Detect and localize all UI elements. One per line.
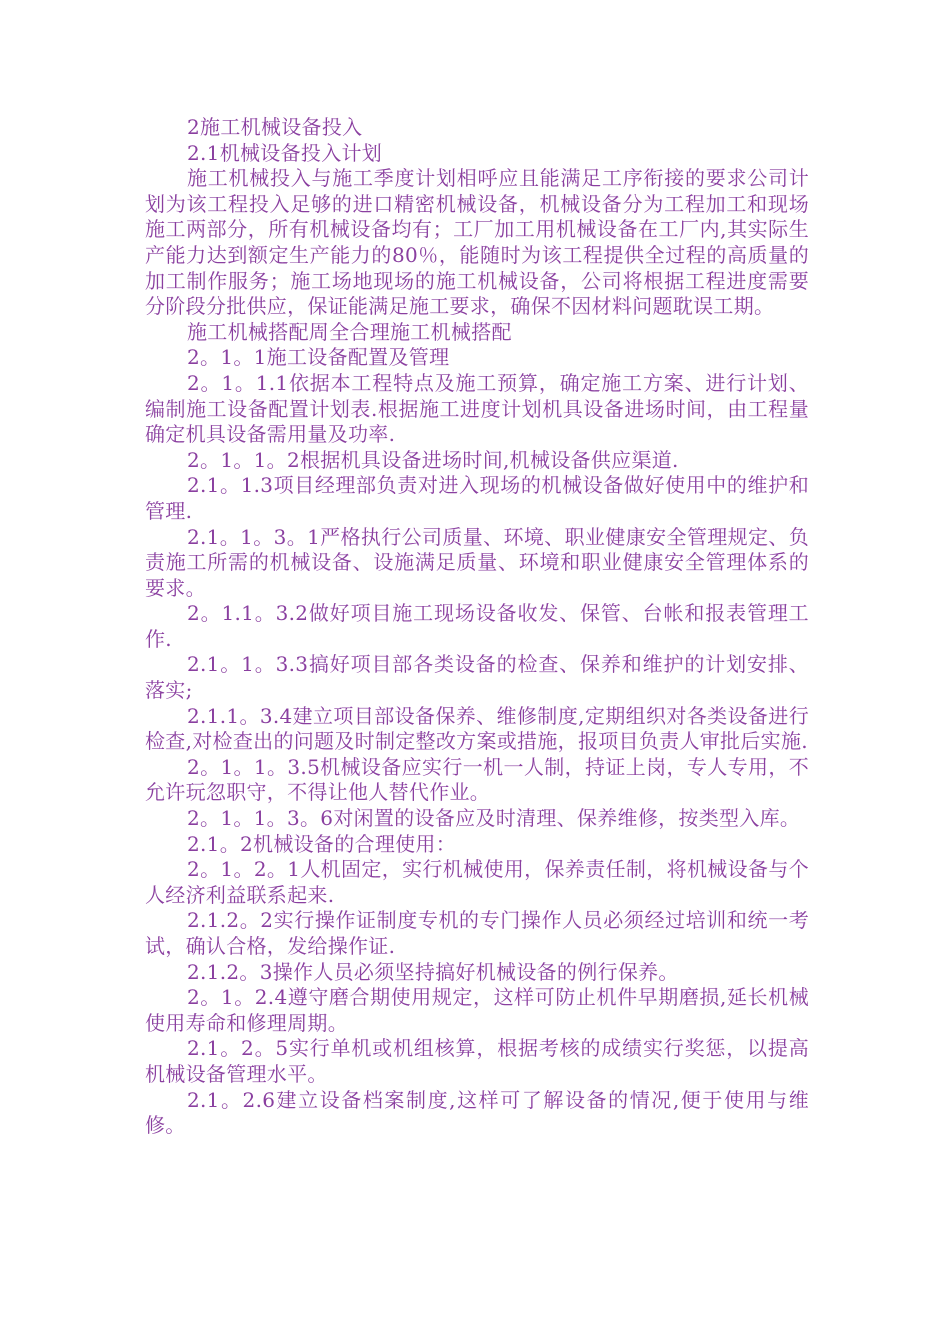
- paragraph-2-1-1-3: 2.1。1.3项目经理部负责对进入现场的机械设备做好使用中的维护和管理.: [145, 473, 809, 523]
- paragraph-2-1-1-2: 2。1。1。2根据机具设备进场时间,机械设备供应渠道.: [187, 447, 679, 472]
- paragraph-2-1-1-3-4: 2.1.1。3.4建立项目部设备保养、维修制度,定期组织对各类设备进行检查,对检查出的问题及时制定整改方案或措施，报项目负责人审批后实施.: [145, 703, 809, 754]
- paragraph-2-1-2-1: 2。1。2。1人机固定，实行机械使用，保养责任制，将机械设备与个人经济利益联系起来.: [145, 857, 809, 907]
- paragraph-2-1-1-3-5: 2。1。1。3.5机械设备应实行一机一人制，持证上岗，专人专用，不允许玩忽职守，不得让他人替代作业。: [145, 754, 809, 805]
- subsection-heading: 2.1机械设备投入计划: [187, 140, 383, 165]
- paragraph-2-1-1-3-2: 2。1.1。3.2做好项目施工现场设备收发、保管、台帐和报表管理工作.: [145, 601, 809, 651]
- paragraph-2-1-1-1: 2。1。1.1依据本工程特点及施工预算，确定施工方案、进行计划、编制施工设备配置计划表.根据施工进度计划机具设备进场时间，由工程量确定机具设备需用量及功率.: [145, 370, 809, 447]
- paragraph-2-1-2-5: 2.1。2。5实行单机或机组核算，根据考核的成绩实行奖惩，以提高机械设备管理水平。: [145, 1036, 809, 1086]
- paragraph-2-1-2-2: 2.1.2。2实行操作证制度专机的专门操作人员必须经过培训和统一考试，确认合格，发给操作证.: [145, 908, 809, 958]
- paragraph-2-1-2: 2.1。2机械设备的合理使用：: [187, 831, 457, 856]
- paragraph-2-1-1-3-6: 2。1。1。3。6对闲置的设备应及时清理、保养维修，按类型入库。: [187, 806, 801, 831]
- section-heading: 2施工机械设备投入: [187, 115, 363, 139]
- paragraph-matching: 施工机械搭配周全合理施工机械搭配: [187, 319, 512, 344]
- paragraph-2-1-2-4: 2。1。2.4遵守磨合期使用规定，这样可防止机件早期磨损,延长机械使用寿命和修理周期。: [145, 985, 809, 1035]
- paragraph-plan-intro: 施工机械投入与施工季度计划相呼应且能满足工序衔接的要求公司计划为该工程投入足够的进口精密机械设备，机械设备分为工程加工和现场施工两部分，所有机械设备均有；工厂加工用机械设备在工厂内,其实际生产能力达到额定生产能力的80％，能随时为该工程提供全过程的高质量的加工制作服务；施工场地现场的施工机械设备，公司将根据工程进度需要分阶段分批供应，保证能满足施工要求，确保不因材料问题耽误工期。: [145, 166, 809, 319]
- paragraph-2-1-2-6: 2.1。2.6建立设备档案制度,这样可了解设备的情况,便于使用与维修。: [145, 1087, 809, 1138]
- paragraph-2-1-1: 2。1。1施工设备配置及管理: [187, 345, 450, 370]
- paragraph-2-1-1-3-3: 2.1。1。3.3搞好项目部各类设备的检查、保养和维护的计划安排、落实;: [145, 652, 809, 703]
- paragraph-2-1-1-3-1: 2.1。1。3。1严格执行公司质量、环境、职业健康安全管理规定、负责施工所需的机械设备、设施满足质量、环境和职业健康安全管理体系的要求。: [145, 524, 809, 600]
- document-body: [145, 115, 809, 1139]
- paragraph-2-1-2-3: 2.1.2。3操作人员必须坚持搞好机械设备的例行保养。: [187, 959, 679, 984]
